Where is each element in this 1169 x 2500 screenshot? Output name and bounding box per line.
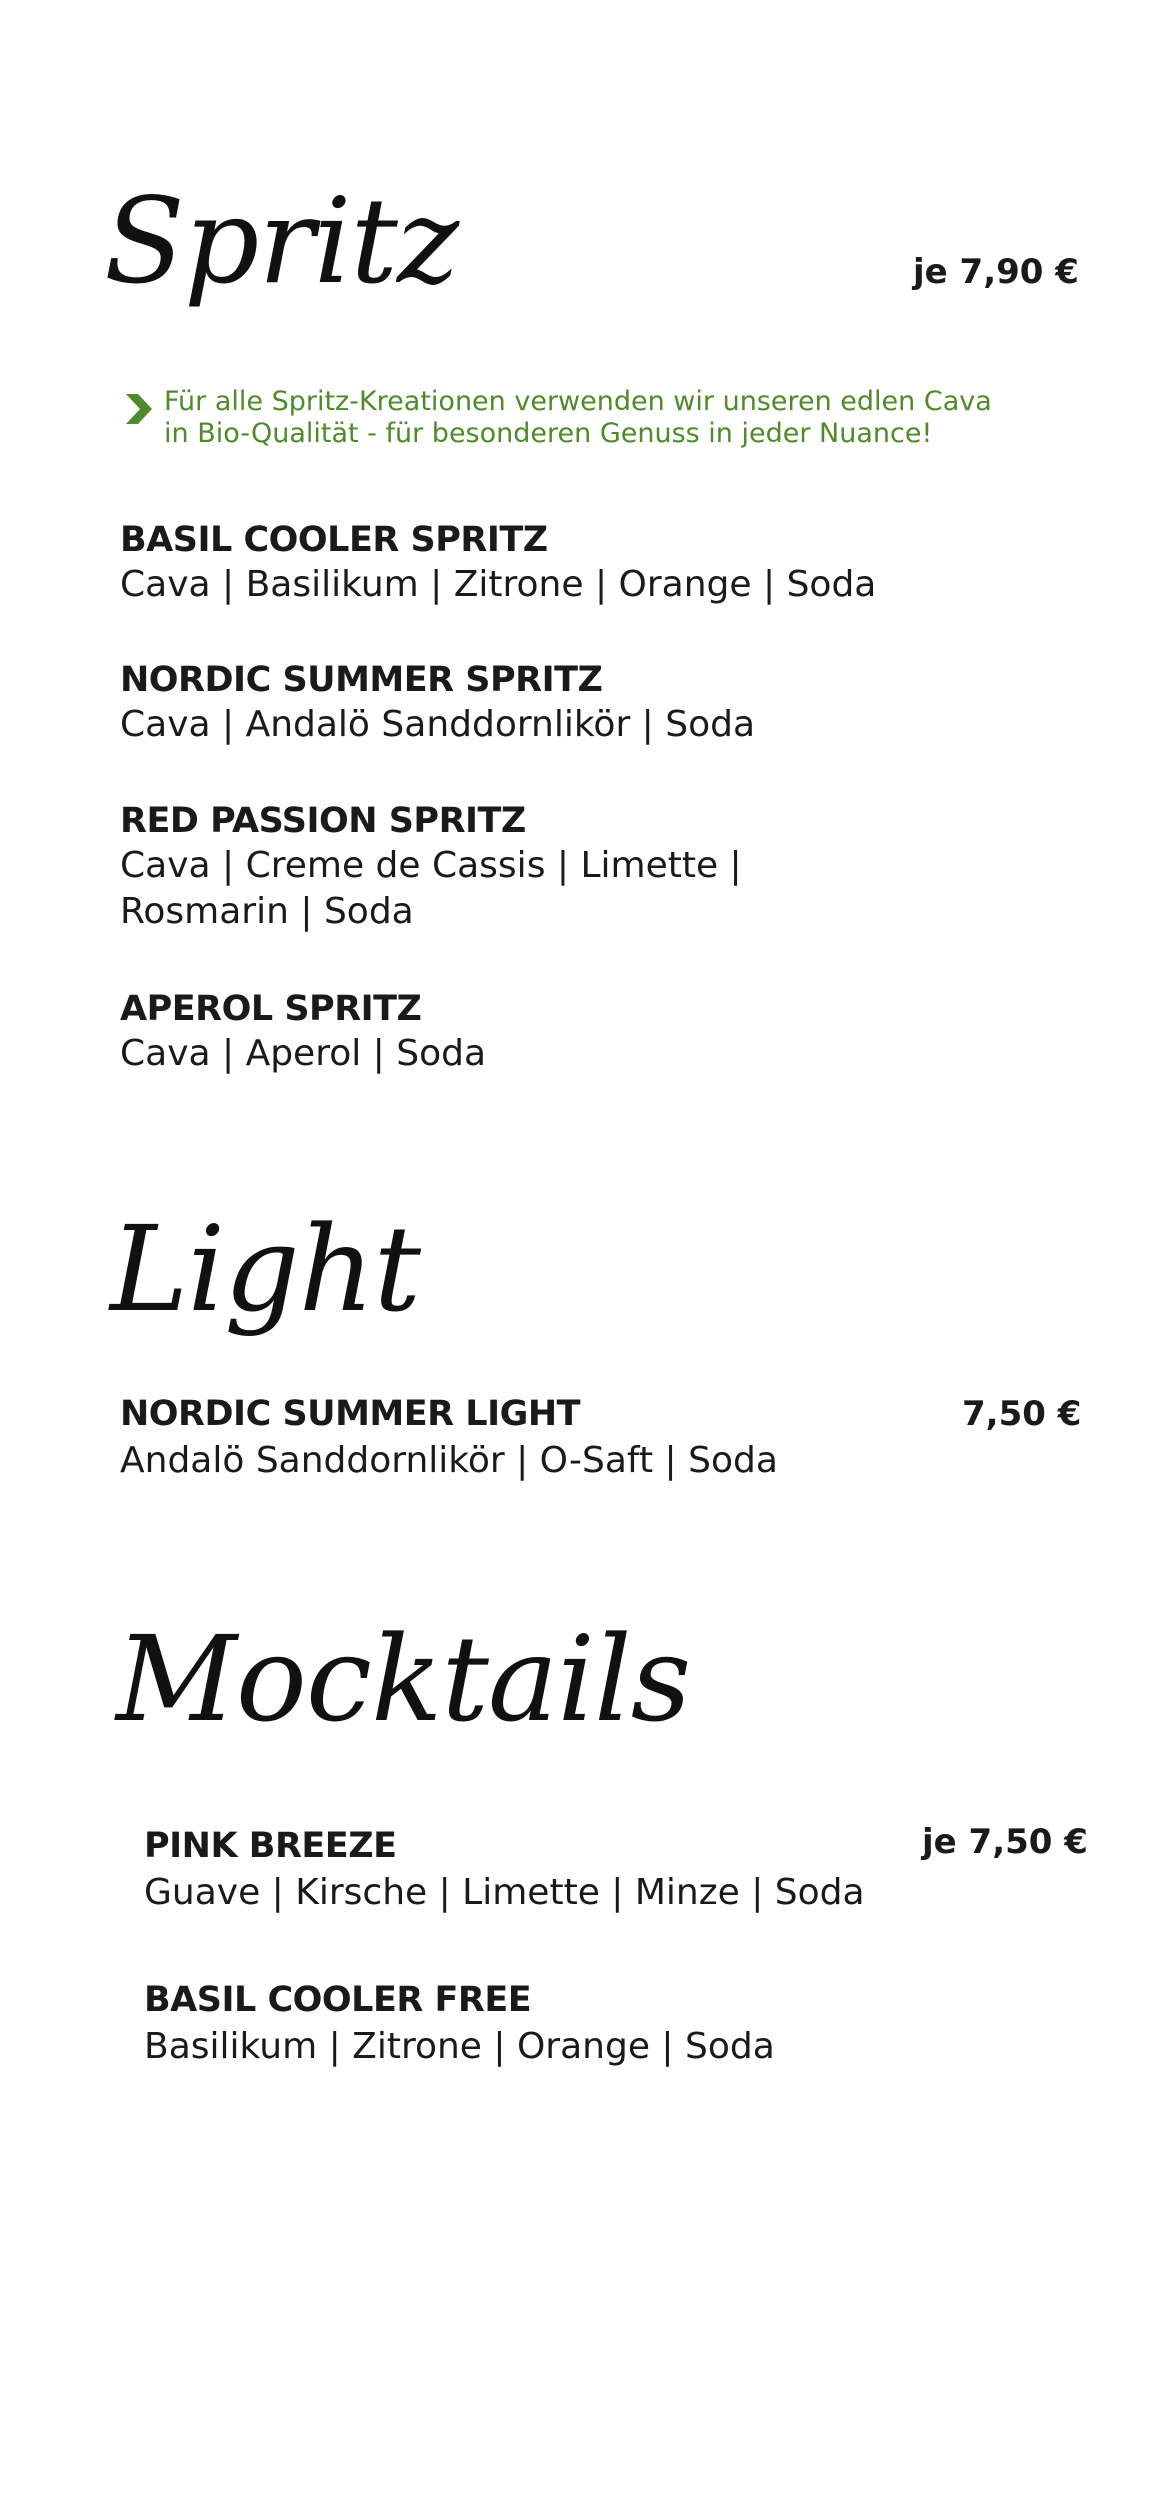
item-description: Cava | Aperol | Soda [120,1033,487,1074]
item-name: APEROL SPRITZ [120,989,422,1029]
item-name: BASIL COOLER SPRITZ [120,520,548,560]
chevron-right-icon [124,392,154,426]
light-item [120,1394,1070,1484]
item-name: NORDIC SUMMER LIGHT [120,1394,580,1434]
item-description: Cava | Andalö Sanddornlikör | Soda [120,704,756,745]
item-name: NORDIC SUMMER SPRITZ [120,660,603,700]
section-title-light: Light [110,1200,421,1338]
item-name: RED PASSION SPRITZ [120,801,526,841]
item-description: Cava | Creme de Cassis | Limette | Rosmarin | Soda [120,845,742,932]
mocktails-price: je 7,50 € [922,1822,1088,1862]
item-name: BASIL COOLER FREE [144,1980,532,2020]
spritz-note-text: Für alle Spritz-Kreationen verwenden wir unseren edlen Cava in Bio-Qualität - für besonderen Genuss in jeder Nuance! [164,386,992,449]
spritz-item [120,660,920,748]
item-description: Guave | Kirsche | Limette | Minze | Soda [144,1872,865,1913]
spritz-item [120,989,920,1077]
mocktail-item [144,1826,944,1916]
spritz-price: je 7,90 € [913,252,1079,292]
mocktail-item [144,1980,944,2070]
section-title-mocktails: Mocktails [116,1610,691,1748]
section-title-spritz: Spritz [104,172,459,310]
item-name: PINK BREEZE [144,1826,397,1866]
spritz-item [120,520,920,608]
spritz-note [124,386,1024,450]
item-description: Basilikum | Zitrone | Orange | Soda [144,2026,775,2067]
light-item-price: 7,50 € [962,1394,1082,1434]
spritz-item [120,801,780,935]
item-description: Andalö Sanddornlikör | O-Saft | Soda [120,1440,778,1481]
item-description: Cava | Basilikum | Zitrone | Orange | Soda [120,564,877,605]
